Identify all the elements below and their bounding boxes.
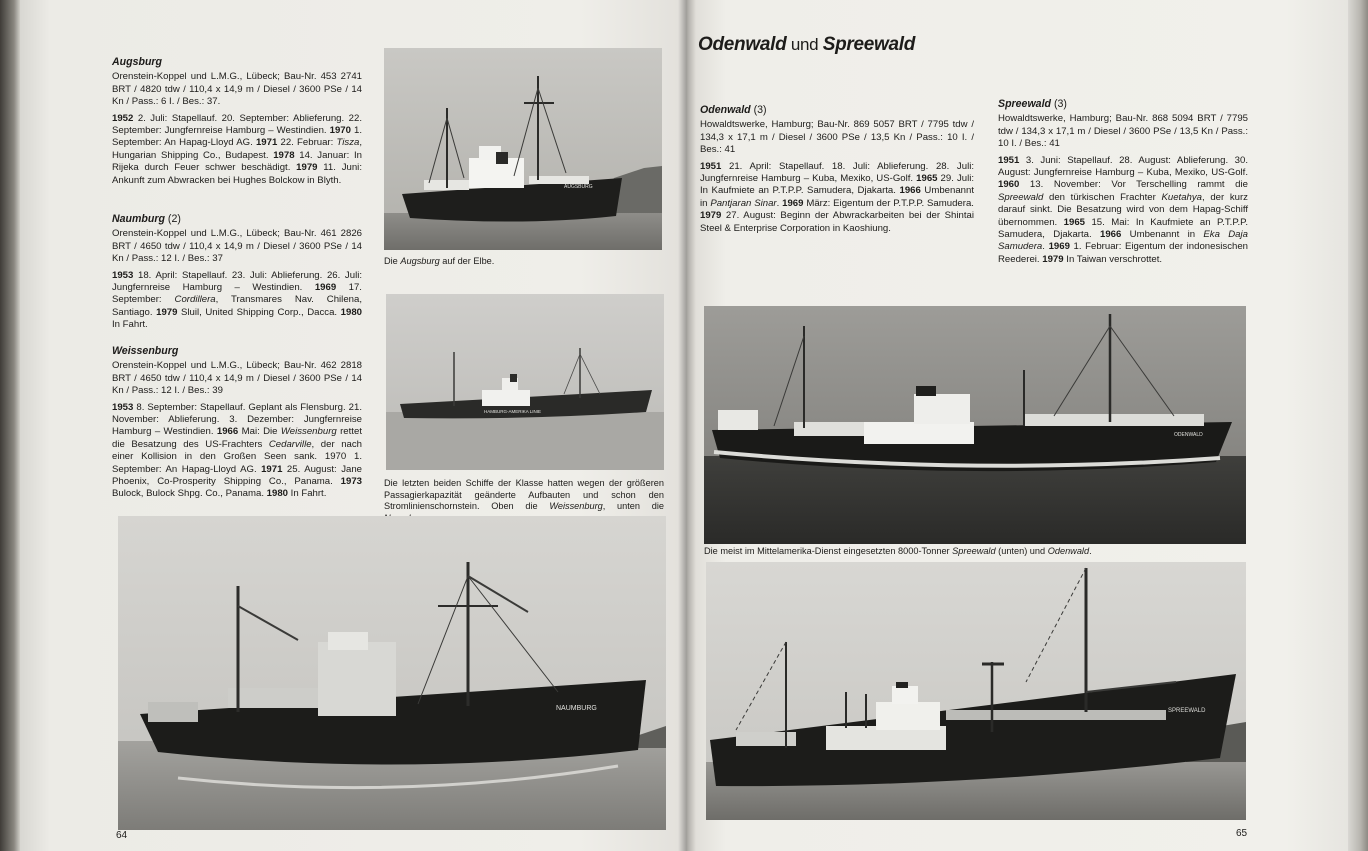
- caption-augsburg: Die Augsburg auf der Elbe.: [384, 256, 495, 266]
- entry-odenwald: [700, 104, 974, 239]
- hull-label-naumburg: NAUMBURG: [556, 705, 597, 712]
- history-weissenburg: 1953 8. September: Stapellauf. Geplant als Flensburg. 21. November: Ablieferung. 3. Dezember: Jungfernreise Hamburg – Westindien. 1966 Mai: Die Weissenburg rettet die Besatzung des US-Frachters Cedarville, der nach einer Kollision in den Großen Seen sank. 1970 1. September: An Hapag-Lloyd AG. 1971 25. August: Jane Phoenix, Co-Prosperity Shipping Co., Panama. 1973 Bulock, Bulock Shpg. Co., Panama. 1980 In Fahrt.: [112, 401, 363, 500]
- caption-odenwald-spreewald: Die meist im Mittelamerika-Dienst eingesetzten 8000-Tonner Spreewald (unten) und Odenwald.: [704, 546, 1092, 556]
- hull-label-odenwald: ODENWALD: [1174, 432, 1203, 438]
- caption-weissenburg-naumburg: Die letzten beiden Schiffe der Klasse hatten wegen der größeren Passagierkapazität geänderte Aufbauten und schon den Stromlinienschornstein. Oben die Weissenburg, unten die: [384, 478, 664, 512]
- specs-spreewald: Howaldtswerke, Hamburg; Bau-Nr. 868 5094 BRT / 7795 tdw / 134,3 x 17,1 m / Diesel / 3600 PSe / 13,5 Kn / Pass.: 10 I. / Bes.: 41: [998, 113, 1248, 150]
- hull-label-spreewald: SPREEWALD: [1168, 708, 1206, 714]
- entry-spreewald: [998, 98, 1248, 270]
- entry-weissenburg: [112, 345, 362, 505]
- specs-naumburg: Orenstein-Koppel und L.M.G., Lübeck; Bau-Nr. 461 2826 BRT / 4650 tdw / 110,4 x 14,9 m / Diesel / 3600 PSe / 14 Kn / Pass.: 12 I. / Bes.: 37: [112, 228, 362, 265]
- history-naumburg: 1953 18. April: Stapellauf. 23. Juli: Ablieferung. 26. Juli: Jungfernreise Hamburg – Westindien. 1969 17. September: Cordillera, Transmares Nav. Chilena, Santiago. 1979 Sluil, United Shipping Corp., Dacca. 1980 In Fahrt.: [112, 269, 362, 331]
- page-number-right: 65: [1236, 828, 1248, 839]
- book-gutter: [678, 0, 696, 851]
- ship-name-naumburg: Naumburg (2): [112, 213, 181, 225]
- chapter-title: Odenwald und Spreewald: [698, 34, 916, 55]
- history-odenwald: 1951 21. April: Stapellauf. 18. Juli: Ablieferung. 28. Juli: Jungfernreise Hamburg – Kuba, Mexiko, US-Golf. 1965 29. Juli: In Kaufmiete an P.T.P.P. Samudera, Djakarta. 1966 Umbenannt in Pantjaran Sinar. 1969 März: Eigentum der P.T.P.P. Samudera. 1979 27. August: Beginn der Abwrackarbeiten bei der Shintai Steel & Enterprise Corporation in Kaoshiung.: [700, 160, 975, 234]
- page-number-left: 64: [116, 830, 128, 841]
- ship-name-augsburg: Augsburg: [112, 56, 163, 68]
- hull-label-weissenburg: HAMBURG-AMERIKA LINIE: [484, 409, 542, 414]
- entry-naumburg: [112, 213, 362, 336]
- book-edge-left: [0, 0, 20, 851]
- book-edge-right: [1348, 0, 1368, 851]
- history-augsburg: 1952 2. Juli: Stapellauf. 20. September: Ablieferung. 22. September: Jungfernreise Hamburg – Westindien. 1970 1. September: An Hapag-Lloyd AG. 1971 22. Februar: Tisza, Hungarian Shipping Co., Budapest. 1978 14. Januar: In Rijeka durch Feuer schwer beschädigt. 1979 11. Juni: Ankunft zum Abwracken bei Hughes Bolckow in Blyth.: [112, 112, 362, 186]
- ship-name-odenwald: Odenwald (3): [700, 104, 767, 116]
- history-spreewald: 1951 3. Juni: Stapellauf. 28. August: Ablieferung. 30. August: Jungfernreise Hamburg – Kuba, Mexiko, US-Golf. 1960 13. November: Vor Terschelling rammt die Spreewald den türkischen Frachter Kuetahya, der kurz darauf sinkt. Die Besatzung wird von dem Hapag-Schiff übernommen. 1965 15. Mai: In Kaufmiete an P.T.P.P. Samudera, Djakarta. 1966 Umbenannt in Eka Daja Samudera. 1969 1. Februar: Eigentum der indonesischen Reederei. 1979 In Taiwan verschrottet.: [998, 154, 1249, 265]
- photo-augsburg: [384, 48, 662, 250]
- specs-augsburg: Orenstein-Koppel und L.M.G., Lübeck; Bau-Nr. 453 2741 BRT / 4820 tdw / 110,4 x 14,9 m / Diesel / 3600 PSe / 14 Kn / Pass.: 6 I. / Bes.: 37.: [112, 71, 362, 108]
- hull-label-augsburg: AUGSBURG: [564, 184, 593, 190]
- specs-weissenburg: Orenstein-Koppel und L.M.G., Lübeck; Bau-Nr. 462 2818 BRT / 4650 tdw / 110,4 x 14,9 m / Diesel / 3600 PSe / 14 Kn / Pass.: 12 I. / Bes.: 39: [112, 360, 362, 397]
- specs-odenwald: Howaldtswerke, Hamburg; Bau-Nr. 869 5057 BRT / 7795 tdw / 134,3 x 17,1 m / Diesel / 3600 PSe / 13,5 Kn / Pass.: 10 I. / Bes.: 41: [700, 119, 974, 156]
- photo-weissenburg: [386, 294, 664, 470]
- photo-odenwald: [704, 306, 1246, 544]
- entry-augsburg: [112, 56, 362, 191]
- photo-naumburg: [118, 516, 666, 830]
- ship-name-spreewald: Spreewald (3): [998, 98, 1067, 110]
- photo-spreewald: [706, 562, 1246, 820]
- ship-name-weissenburg: Weissenburg: [112, 345, 179, 357]
